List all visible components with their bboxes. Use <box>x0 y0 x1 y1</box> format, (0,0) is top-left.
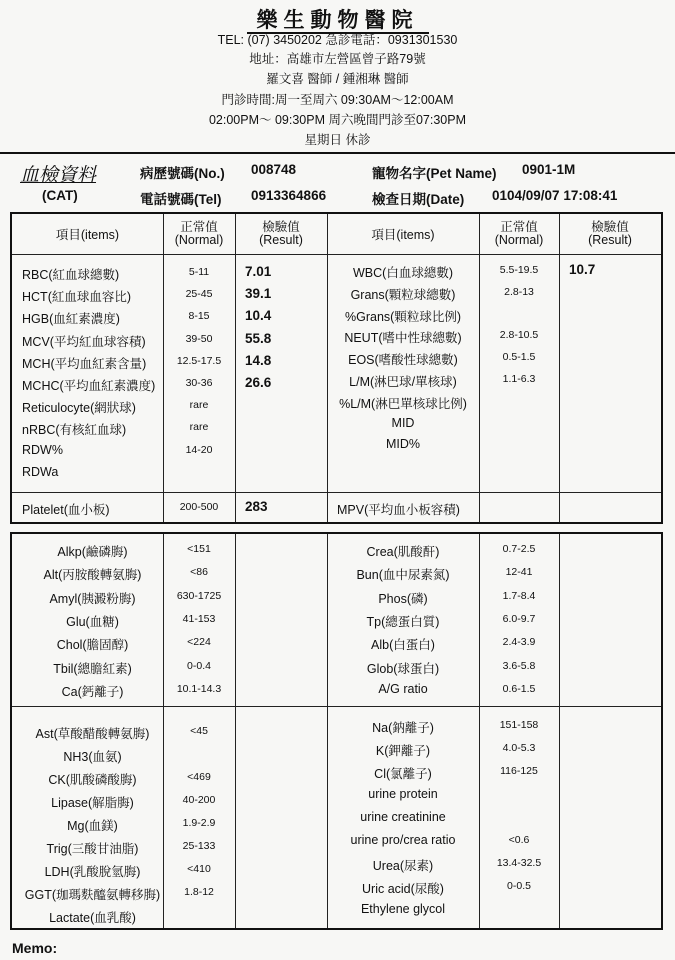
pet-name-value: 0901-1M <box>522 162 576 177</box>
chem2-left-row-name: LDH(乳酸脫氫脢) <box>44 865 141 879</box>
col-normal-header: 正常值 <box>180 220 218 234</box>
clinic-hours-line-1: 門診時間:周一至周六 09:30AM～12:00AM <box>221 93 454 107</box>
col-items-header: 項目(items) <box>55 228 120 242</box>
chem-left-row-normal: 630-1725 <box>176 589 222 602</box>
chem2-left-row-name: NH3(血氨) <box>63 750 122 764</box>
mpv-name: MPV(平均血小板容積) <box>337 503 460 517</box>
col-result-header-right-sub: (Result) <box>588 233 632 247</box>
chem-right-row-name: Crea(肌酸酐) <box>366 545 440 559</box>
cbc-table <box>10 212 663 524</box>
chart-no-label: 病歷號碼(No.) <box>140 166 225 181</box>
cbc-right-row-name: MID <box>391 415 415 430</box>
chem2-right-row-name: Cl(氯離子) <box>374 767 432 781</box>
chem2-right-row-name: Ethylene glycol <box>360 902 446 916</box>
exam-date-value: 0104/09/07 17:08:41 <box>492 188 618 203</box>
chem2-right-row-normal: 151-158 <box>499 719 539 731</box>
cbc-left-row-result: 55.8 <box>245 330 272 346</box>
chem-right-row-name: Phos(磷) <box>378 591 428 606</box>
chem-left-row-name: Alkp(鹼磷脢) <box>57 545 128 559</box>
cbc-right-row-normal: 0.5-1.5 <box>502 351 536 364</box>
chem2-right-row-normal: 116-125 <box>500 765 538 777</box>
platelet-normal: 200-500 <box>179 501 219 513</box>
pet-name-label: 寵物名字(Pet Name) <box>372 166 497 181</box>
header-divider <box>0 152 675 154</box>
cbc-left-row-normal: 30-36 <box>185 377 213 389</box>
cbc-left-row-result: 39.1 <box>245 286 272 302</box>
chem-left-row-normal: 41-153 <box>182 612 216 625</box>
chem2-right-row-name: urine protein <box>368 787 438 801</box>
chem-left-row-name: Tbil(總膽紅素) <box>53 661 132 676</box>
chem-right-row-name: Glob(球蛋白) <box>366 661 440 676</box>
chem-right-row-normal: 3.6-5.8 <box>502 659 536 672</box>
chem-right-row-normal: 1.7-8.4 <box>502 589 536 602</box>
col-items-header-right: 項目(items) <box>371 228 435 242</box>
clinic-address: 地址：高雄市左營區曾子路79號 <box>249 52 426 66</box>
chem2-left-row-normal: <469 <box>187 771 211 783</box>
chem-left-row-normal: <151 <box>187 543 211 555</box>
cbc-left-row-normal: 39-50 <box>185 332 213 345</box>
cbc-left-row-result: 14.8 <box>245 352 272 368</box>
chem2-left-row-name: Trig(三酸甘油脂) <box>46 842 139 856</box>
cbc-left-row-normal: 12.5-17.5 <box>176 354 222 367</box>
exam-date-label: 檢查日期(Date) <box>372 192 465 207</box>
chem-right-row-name: Tp(總蛋白質) <box>366 614 440 629</box>
chem2-left-row-normal: 40-200 <box>182 794 216 806</box>
chem2-left-row-normal: 1.9-2.9 <box>182 817 216 829</box>
cbc-right-row-name: EOS(嗜酸性球總數) <box>348 353 458 368</box>
chem2-left-row-normal: 25-133 <box>182 840 216 852</box>
cbc-right-row-name: %Grans(顆粒球比例) <box>345 309 461 324</box>
cbc-left-row-name: nRBC(有核紅血球) <box>22 423 127 438</box>
cbc-right-row-normal: 1.1-6.3 <box>502 373 536 385</box>
cbc-left-row-normal: 14-20 <box>185 443 213 456</box>
record-title: 血檢資料 <box>20 164 97 186</box>
chem-right-row-name: Alb(白蛋白) <box>371 638 435 653</box>
cbc-left-row-result: 7.01 <box>245 264 272 279</box>
chem-right-row-name: Bun(血中尿素氮) <box>356 568 450 583</box>
col-normal-header-right-sub: (Normal) <box>494 233 544 247</box>
phone-value: 0913364866 <box>251 188 327 203</box>
chem2-right-row-name: urine pro/crea ratio <box>350 833 456 847</box>
cbc-right-row-name: WBC(白血球總數) <box>353 266 453 280</box>
chem2-right-row-normal: 0-0.5 <box>507 880 531 892</box>
chem2-right-row-name: Uric acid(尿酸) <box>362 882 444 896</box>
chem2-left-row-name: Mg(血鎂) <box>67 819 118 833</box>
cbc-left-row-result: 26.6 <box>245 375 272 390</box>
col-normal-header-sub: (Normal) <box>174 233 224 247</box>
clinic-phone-line: TEL: (07) 3450202 急診電話：0931301530 <box>217 33 458 47</box>
clinic-doctors: 羅文喜 醫師 / 鍾湘琳 醫師 <box>266 72 409 86</box>
chem2-left-row-normal: <410 <box>187 863 211 875</box>
cbc-left-row-name: Reticulocyte(網狀球) <box>22 401 136 416</box>
chem-left-row-name: Alt(丙胺酸轉氨脢) <box>43 568 142 583</box>
cbc-left-row-name: RDWa <box>22 464 59 479</box>
cbc-left-row-normal: 5-11 <box>188 266 210 278</box>
clinic-closed-day: 星期日 休診 <box>304 133 371 147</box>
chem-left-row-name: Glu(血糖) <box>66 614 119 629</box>
chem2-right-row-normal: <0.6 <box>508 834 530 846</box>
clinic-hours-line-2: 02:00PM～ 09:30PM 周六晚間門診至07:30PM <box>208 113 467 127</box>
clinic-name: 樂生動物醫院 <box>0 4 675 34</box>
cbc-right-row-name: NEUT(嗜中性球總數) <box>344 331 462 346</box>
chem-left-row-name: Amyl(胰澱粉脢) <box>49 591 136 606</box>
chem-right-row-normal: 0.6-1.5 <box>502 682 536 695</box>
cbc-right-row-name: L/M(淋巴球/單核球) <box>349 375 457 389</box>
chem2-right-row-normal: 4.0-5.3 <box>502 742 536 754</box>
cbc-right-row-name: MID% <box>385 437 421 452</box>
cbc-right-row-normal: 5.5-19.5 <box>499 264 539 276</box>
chem-left-row-name: Chol(膽固醇) <box>56 638 129 653</box>
chem-right-row-normal: 2.4-3.9 <box>502 636 536 649</box>
cbc-right-row-normal: 2.8-13 <box>504 285 534 298</box>
chem2-right-row-name: urine creatinine <box>360 810 446 824</box>
platelet-name: Platelet(血小板) <box>22 503 110 517</box>
col-normal-header-right: 正常值 <box>500 220 538 234</box>
cbc-left-row-name: MCHC(平均血紅素濃度) <box>22 379 156 393</box>
col-result-header: 檢驗值 <box>262 220 300 234</box>
cbc-left-row-name: MCV(平均紅血球容積) <box>22 334 146 349</box>
chem-right-row-name: A/G ratio <box>378 681 428 696</box>
cbc-left-row-name: MCH(平均血紅素含量) <box>22 356 147 371</box>
chem2-left-row-normal: 1.8-12 <box>184 886 214 898</box>
col-result-header-sub: (Result) <box>259 233 303 247</box>
chem-left-row-normal: <224 <box>187 636 211 649</box>
platelet-result: 283 <box>245 499 268 514</box>
chem-right-row-normal: 0.7-2.5 <box>502 543 536 555</box>
cbc-right-row-normal: 2.8-10.5 <box>499 329 539 342</box>
chem-left-row-normal: 10.1-14.3 <box>176 682 222 695</box>
chem-left-row-name: Ca(鈣離子) <box>61 684 124 699</box>
cbc-right-row-result: 10.7 <box>569 262 596 277</box>
cbc-left-row-result: 10.4 <box>245 308 272 324</box>
cbc-left-row-name: RDW% <box>22 442 63 457</box>
cbc-left-row-normal: rare <box>189 399 209 412</box>
species-label: (CAT) <box>42 188 78 203</box>
chem2-right-row-normal: 13.4-32.5 <box>496 857 542 869</box>
chem2-left-row-name: Lipase(解脂脢) <box>51 796 134 810</box>
cbc-left-row-normal: 8-15 <box>188 310 210 323</box>
col-result-header-right: 檢驗值 <box>591 220 629 234</box>
chem-right-row-normal: 6.0-9.7 <box>502 612 536 625</box>
cbc-left-row-name: HGB(血紅素濃度) <box>22 312 120 327</box>
chem-left-row-normal: 0-0.4 <box>187 659 211 672</box>
chem-right-row-normal: 12-41 <box>505 566 533 579</box>
chem-left-row-normal: <86 <box>190 566 208 579</box>
chem2-right-row-name: Na(鈉離子) <box>372 721 434 735</box>
chem2-left-row-name: CK(肌酸磷酸脢) <box>48 773 137 787</box>
chart-no-value: 008748 <box>251 162 297 177</box>
cbc-right-row-name: Grans(顆粒球總數) <box>350 287 456 302</box>
chem2-left-row-name: Ast(草酸醋酸轉氨脢) <box>35 727 150 741</box>
cbc-left-row-name: RBC(紅血球總數) <box>22 268 120 282</box>
memo-label: Memo: <box>12 940 58 956</box>
chem2-left-row-normal: <45 <box>190 725 208 737</box>
cbc-left-row-normal: 25-45 <box>185 288 213 301</box>
chem2-right-row-name: K(鉀離子) <box>375 744 431 758</box>
chem2-left-row-name: Lactate(血乳酸) <box>49 911 136 925</box>
phone-label: 電話號碼(Tel) <box>140 192 222 207</box>
cbc-left-row-name: HCT(紅血球血容比) <box>22 290 132 305</box>
chem2-right-row-name: Urea(尿素) <box>372 859 434 873</box>
chem2-left-row-name: GGT(珈瑪麩醯氨轉移脢) <box>24 888 161 902</box>
cbc-right-row-name: %L/M(淋巴單核球比例) <box>339 396 467 411</box>
chemistry-table <box>10 532 663 930</box>
cbc-left-row-normal: rare <box>189 421 209 434</box>
